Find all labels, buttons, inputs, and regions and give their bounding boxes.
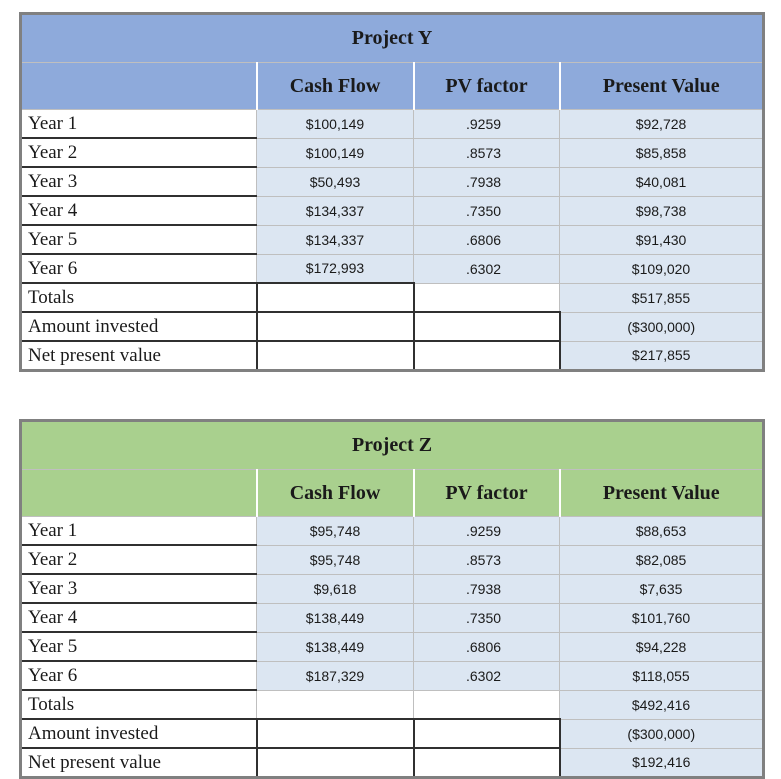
year-label: Year 4: [21, 603, 257, 632]
npv-row: [21, 748, 764, 778]
npv-cash-flow-empty: [257, 748, 414, 778]
year-label: Year 5: [21, 632, 257, 661]
cash-flow-cell: $187,329: [257, 661, 414, 690]
present-value-cell: $91,430: [560, 225, 764, 254]
present-value-cell: $98,738: [560, 196, 764, 225]
amount-invested-label: Amount invested: [21, 719, 257, 748]
amount-invested-row: [21, 312, 764, 341]
pv-factor-cell: .7350: [414, 603, 560, 632]
totals-pv-empty: [414, 283, 560, 312]
cash-flow-cell: $95,748: [257, 517, 414, 546]
header-pv-factor: PV factor: [414, 63, 560, 110]
table-row: [21, 254, 764, 283]
cash-flow-cell: $100,149: [257, 110, 414, 139]
pv-factor-cell: .6302: [414, 661, 560, 690]
pv-factor-cell: .9259: [414, 110, 560, 139]
year-label: Year 1: [21, 110, 257, 139]
pv-factor-cell: .8573: [414, 545, 560, 574]
cash-flow-cell: $172,993: [257, 254, 414, 283]
present-value-cell: $118,055: [560, 661, 764, 690]
totals-row: [21, 690, 764, 719]
header-blank: [21, 470, 257, 517]
table-row: [21, 196, 764, 225]
totals-present-value: $517,855: [560, 283, 764, 312]
cash-flow-cell: $50,493: [257, 167, 414, 196]
pv-factor-cell: .6302: [414, 254, 560, 283]
year-label: Year 3: [21, 574, 257, 603]
table-row: [21, 545, 764, 574]
pv-factor-cell: .6806: [414, 632, 560, 661]
header-blank: [21, 63, 257, 110]
present-value-cell: $101,760: [560, 603, 764, 632]
project-y-header-row: [21, 63, 764, 110]
totals-pv-empty: [414, 690, 560, 719]
present-value-cell: $85,858: [560, 138, 764, 167]
table-row: [21, 603, 764, 632]
invested-pv-empty: [414, 312, 560, 341]
npv-cash-flow-empty: [257, 341, 414, 371]
year-label: Year 1: [21, 517, 257, 546]
pv-factor-cell: .8573: [414, 138, 560, 167]
invested-pv-empty: [414, 719, 560, 748]
table-row: [21, 632, 764, 661]
header-present-value: Present Value: [560, 470, 764, 517]
cash-flow-cell: $9,618: [257, 574, 414, 603]
totals-cash-flow-empty: [257, 690, 414, 719]
cash-flow-cell: $138,449: [257, 632, 414, 661]
npv-label: Net present value: [21, 341, 257, 371]
project-z-header-row: [21, 470, 764, 517]
npv-pv-empty: [414, 341, 560, 371]
present-value-cell: $7,635: [560, 574, 764, 603]
project-z-title: Project Z: [21, 421, 764, 470]
pv-factor-cell: .6806: [414, 225, 560, 254]
pv-factor-cell: .7350: [414, 196, 560, 225]
npv-row: [21, 341, 764, 371]
amount-invested-row: [21, 719, 764, 748]
project-y-title: Project Y: [21, 14, 764, 63]
project-y-table: [19, 12, 765, 372]
pv-factor-cell: .7938: [414, 574, 560, 603]
table-row: [21, 138, 764, 167]
present-value-cell: $94,228: [560, 632, 764, 661]
year-label: Year 2: [21, 545, 257, 574]
header-present-value: Present Value: [560, 63, 764, 110]
totals-present-value: $492,416: [560, 690, 764, 719]
cash-flow-cell: $134,337: [257, 225, 414, 254]
table-row: [21, 110, 764, 139]
table-row: [21, 661, 764, 690]
npv-pv-empty: [414, 748, 560, 778]
header-cash-flow: Cash Flow: [257, 470, 414, 517]
pv-factor-cell: .7938: [414, 167, 560, 196]
present-value-cell: $92,728: [560, 110, 764, 139]
amount-invested-value: ($300,000): [560, 719, 764, 748]
invested-cash-flow-empty: [257, 719, 414, 748]
present-value-cell: $40,081: [560, 167, 764, 196]
header-cash-flow: Cash Flow: [257, 63, 414, 110]
table-row: [21, 167, 764, 196]
pv-factor-cell: .9259: [414, 517, 560, 546]
npv-value: $217,855: [560, 341, 764, 371]
totals-label: Totals: [21, 283, 257, 312]
year-label: Year 5: [21, 225, 257, 254]
present-value-cell: $82,085: [560, 545, 764, 574]
header-pv-factor: PV factor: [414, 470, 560, 517]
invested-cash-flow-empty: [257, 312, 414, 341]
cash-flow-cell: $100,149: [257, 138, 414, 167]
amount-invested-value: ($300,000): [560, 312, 764, 341]
present-value-cell: $109,020: [560, 254, 764, 283]
present-value-cell: $88,653: [560, 517, 764, 546]
year-label: Year 3: [21, 167, 257, 196]
totals-label: Totals: [21, 690, 257, 719]
totals-cash-flow-empty: [257, 283, 414, 312]
cash-flow-cell: $134,337: [257, 196, 414, 225]
table-row: [21, 517, 764, 546]
npv-label: Net present value: [21, 748, 257, 778]
year-label: Year 2: [21, 138, 257, 167]
year-label: Year 6: [21, 254, 257, 283]
totals-row: [21, 283, 764, 312]
npv-value: $192,416: [560, 748, 764, 778]
project-z-table: [19, 419, 765, 779]
cash-flow-cell: $95,748: [257, 545, 414, 574]
table-row: [21, 574, 764, 603]
year-label: Year 4: [21, 196, 257, 225]
cash-flow-cell: $138,449: [257, 603, 414, 632]
amount-invested-label: Amount invested: [21, 312, 257, 341]
table-row: [21, 225, 764, 254]
year-label: Year 6: [21, 661, 257, 690]
